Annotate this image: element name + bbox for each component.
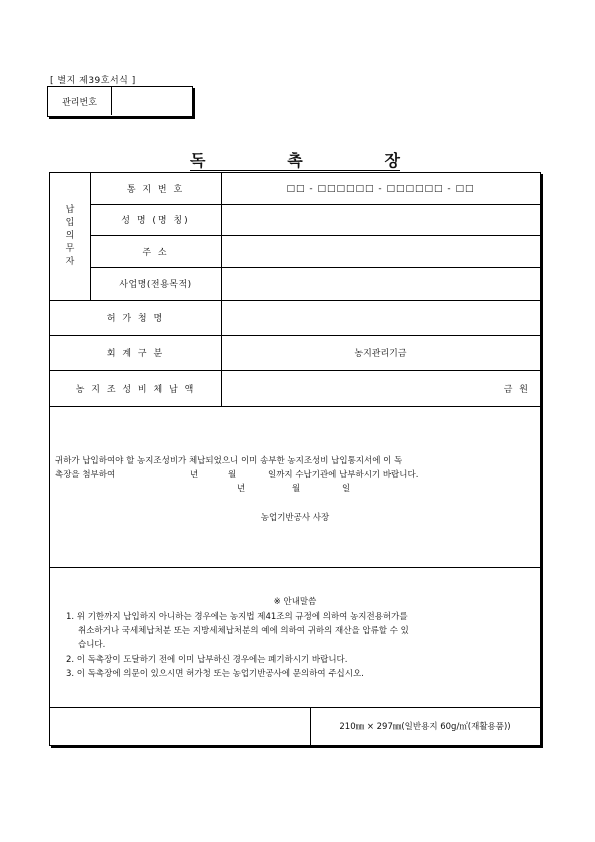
name-field[interactable] [221,204,540,235]
title-char-1: 독 [190,151,206,170]
management-number-field[interactable] [112,87,190,115]
document-title [190,148,400,171]
notice-item-3: 3. 이 독촉장에 의문이 있으시면 허가청 또는 농업기반공사에 문의하여 주십시오. [66,669,364,679]
business-label: 사업명(전용목적) [119,280,192,290]
notice-item-1-line-2: 취소하거나 국세체납처분 또는 지방세체납처분의 예에 의하여 귀하의 재산을 압류할 수 있 [78,626,409,636]
side-char: 무 [65,244,75,254]
issuer: 농업기반공사 사장 [260,513,330,523]
issue-date-year: 년 [237,484,246,494]
obligor-side-label [50,173,90,300]
business-field[interactable] [221,267,540,300]
notice-heading: ※ 안내말씀 [273,597,317,607]
side-char: 자 [65,257,75,267]
side-char: 납 [65,205,75,215]
side-char: 입 [65,218,75,228]
row-divider [50,567,540,568]
title-char-2: 촉 [287,151,303,170]
side-char: 의 [65,231,75,241]
permit-office-label: 허 가 청 명 [106,314,165,324]
message-line-2-end: 일까지 수납기관에 납부하시기 바랍니다. [268,470,419,480]
address-field[interactable] [221,235,540,267]
address-label: 주 소 [142,247,169,258]
form-reference: [ 별지 제39호서식 ] [50,76,136,86]
issue-date-month: 월 [292,484,301,494]
notice-item-1-line-1: 1. 위 기한까지 납입하지 아니하는 경우에는 농지법 제41조의 규정에 의하여 농지전용허가를 [66,612,408,622]
notice-item-2: 2. 이 독촉장이 도달하기 전에 이미 납부하신 경우에는 폐기하시기 바랍니다. [66,655,348,665]
form-frame [49,172,541,746]
message-line-1: 귀하가 납입하여야 할 농지조성비가 체납되었으니 이미 송부한 농지조성비 납입통지서에 이 독 [55,456,403,466]
notice-item-1-line-3: 습니다. [78,640,106,650]
paper-spec: 210㎜ × 297㎜(일반용지 60g/㎡(재활용품)) [339,722,511,732]
message-due-year: 년 [190,470,199,480]
row-divider [50,406,540,407]
issue-date-day: 일 [342,484,351,494]
fee-amount: 금 원 [503,384,530,395]
permit-office-field[interactable] [221,300,540,335]
fee-label: 농 지 조 성 비 체 납 액 [75,384,196,395]
management-number-label: 관리번호 [48,87,112,115]
title-underline [190,170,400,171]
message-due-month: 월 [228,470,237,480]
notice-number-value[interactable]: □□ - □□□□□□ - □□□□□□ - □□ [286,183,475,194]
message-line-2-start: 촉장을 첨부하여 [55,470,116,480]
title-char-3: 장 [384,151,400,170]
name-label: 성 명 (명 칭) [121,216,190,226]
account-value: 농지관리기금 [354,349,407,359]
notice-number-label: 통 지 번 호 [126,185,185,195]
account-label: 회 계 구 분 [106,349,165,359]
management-number-box [47,86,193,117]
